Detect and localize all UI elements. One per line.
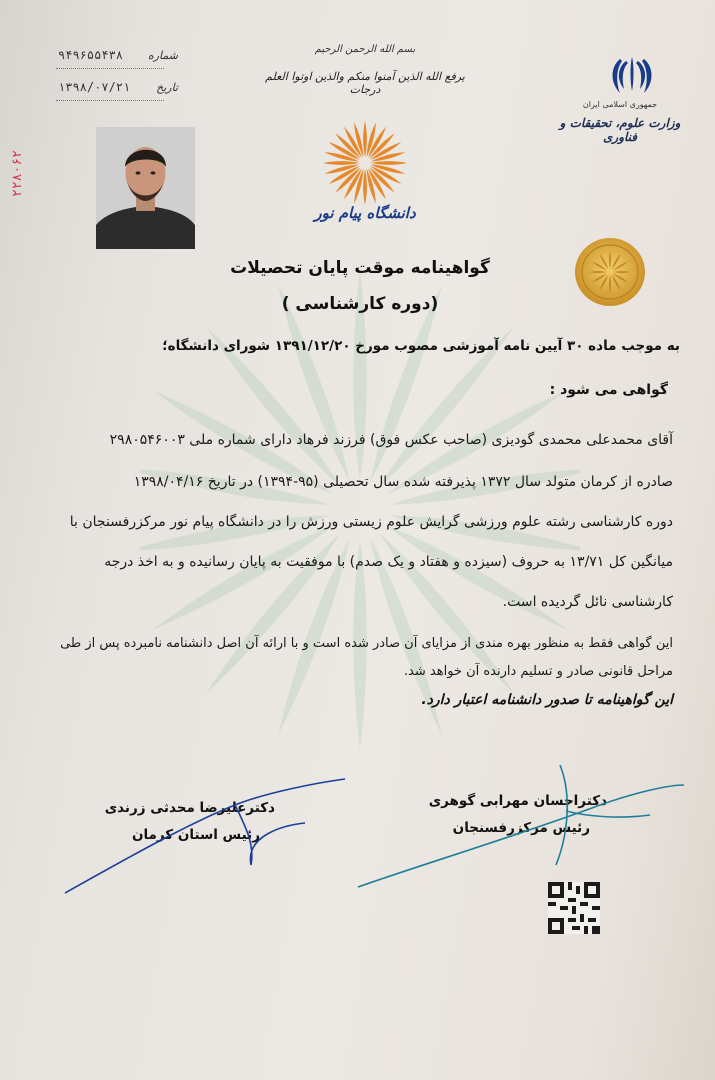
- left-signatory-name: دکترعلیرضا محدثی زرندی: [104, 800, 275, 816]
- qr-code-icon: [548, 882, 600, 934]
- body-line-3: دوره کارشناسی رشته علوم ورزشی گرایش علوم زیستی ورزش را در دانشگاه پیام نور مرکزرفسنجان با: [69, 514, 673, 530]
- ministry-name: وزارت علوم، تحقیقات و فناوری: [559, 116, 681, 144]
- right-signatory-title: رئیس مرکزرفسنجان: [452, 820, 590, 836]
- date-underline: [56, 100, 164, 101]
- right-signatory-name: دکتراحسان مهرابی گوهری: [428, 793, 607, 809]
- left-signature-icon: [55, 765, 355, 905]
- right-signature-icon: [350, 755, 690, 895]
- document-subtitle: (دوره کارشناسی ): [281, 294, 439, 314]
- gold-seal-icon: [574, 237, 646, 307]
- certifies-heading: گواهی می شود :: [549, 382, 668, 398]
- document-title: گواهینامه موقت پایان تحصیلات: [230, 258, 490, 278]
- verse-text: یرفع الله الذین آمنوا منکم والذین اوتوا العلم درجات: [265, 70, 465, 96]
- body-line-4: میانگین کل ۱۳/۷۱ به حروف (سیزده و هفتاد و یک صدم) با موفقیت به پایان رسانیده و به اخذ درجه: [104, 554, 673, 570]
- number-value: ۹۴۹۶۵۵۴۳۸: [58, 48, 124, 62]
- note-line-1: این گواهی فقط به منظور بهره مندی از مزایای آن صادر شده است و با ارائه آن اصل دانشنامه نامبرده پس از طی: [60, 636, 673, 651]
- legal-basis: به موجب ماده ۳۰ آیین نامه آموزشی مصوب مورخ ۱۳۹۱/۱۲/۲۰ شورای دانشگاه؛: [162, 338, 680, 354]
- republic-label: جمهوری اسلامی ایران: [582, 100, 658, 109]
- payame-noor-logo-icon: [322, 120, 408, 206]
- date-row: [58, 80, 178, 100]
- date-label: تاریخ: [156, 81, 178, 94]
- body-line-1: آقای محمدعلی محمدی گودیزی (صاحب عکس فوق) فرزند فرهاد دارای شماره ملی ۲۹۸۰۵۴۶۰۰۳: [109, 432, 673, 448]
- holder-photo: [96, 127, 195, 249]
- serial-number: ۲۲۸۰۶۲: [10, 150, 25, 197]
- body-line-5: کارشناسی نائل گردیده است.: [502, 594, 673, 610]
- iran-emblem-icon: [610, 53, 654, 95]
- date-value: ۱۳۹۸/۰۷/۲۱: [58, 80, 131, 94]
- left-signatory-title: رئیس استان کرمان: [131, 827, 260, 843]
- validity-statement: این گواهینامه تا صدور دانشنامه اعتبار دارد.: [421, 692, 673, 708]
- number-label: شماره: [147, 49, 178, 62]
- number-underline: [56, 68, 164, 69]
- number-row: [58, 48, 178, 68]
- note-line-2: مراحل قانونی صادر و تسلیم دارنده آن خواهد شد.: [403, 664, 673, 679]
- body-line-2: صادره از کرمان متولد سال ۱۳۷۲ پذیرفته شده سال تحصیلی (۹۵-۱۳۹۴) در تاریخ ۱۳۹۸/۰۴/۱۶: [133, 474, 673, 490]
- bismillah-text: بسم الله الرحمن الرحیم: [314, 44, 416, 55]
- university-name: دانشگاه پیام نور: [314, 204, 416, 222]
